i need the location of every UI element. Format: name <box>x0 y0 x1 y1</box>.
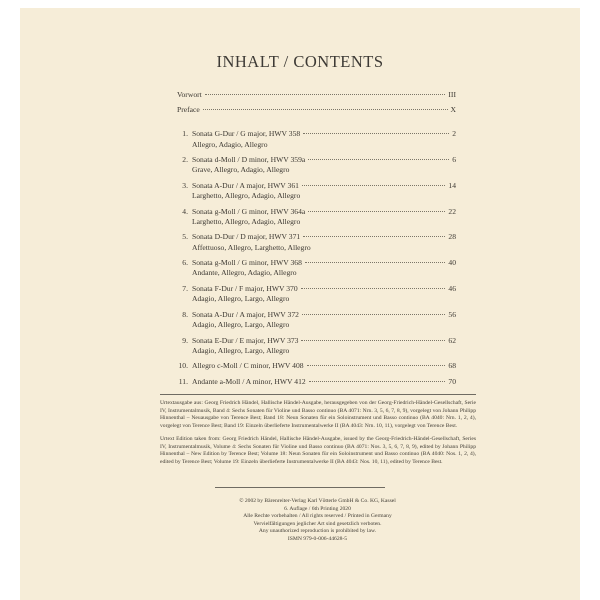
toc-entry-title-line <box>177 361 456 371</box>
page-title: INHALT / CONTENTS <box>216 52 384 71</box>
table-of-contents <box>177 90 456 388</box>
dot-leader <box>302 185 445 186</box>
toc-entry-sonata[interactable] <box>177 129 456 149</box>
toc-entry-title: Sonata A-Dur / A major, HWV 372 <box>192 309 299 319</box>
toc-entry-title-line <box>177 155 456 165</box>
toc-page-number: 6 <box>452 155 456 165</box>
toc-entry-sonata[interactable] <box>177 336 456 356</box>
page-sheet <box>20 8 580 600</box>
toc-page-number: 56 <box>448 309 456 319</box>
toc-entry-number: 2. <box>182 155 188 165</box>
dot-leader <box>303 133 449 134</box>
copyright-line: Vervielfältigungen jeglicher Art sind gesetzlich verboten. <box>253 520 382 527</box>
toc-entry-number: 11. <box>178 377 188 387</box>
toc-entry-title-line <box>177 181 456 191</box>
dot-leader <box>205 94 446 95</box>
toc-entry-movements: Grave, Allegro, Adagio, Allegro <box>192 165 290 175</box>
toc-entry-number: 9. <box>182 335 188 345</box>
toc-entry-sonata[interactable] <box>177 207 456 227</box>
toc-entry-movements: Adagio, Allegro, Largo, Allegro <box>192 294 290 304</box>
toc-page-number: 2 <box>452 129 456 139</box>
toc-entry-title-line <box>177 258 456 268</box>
toc-entry-number: 8. <box>182 309 188 319</box>
toc-page-number: 22 <box>448 206 456 216</box>
toc-entry-movements: Larghetto, Allegro, Adagio, Allegro <box>192 216 301 226</box>
toc-entry-title-line <box>177 232 456 242</box>
copyright-line: 6. Auflage / 6th Printing 2020 <box>284 505 351 512</box>
toc-entry-title: Sonata E-Dur / E major, HWV 373 <box>192 335 299 345</box>
toc-entry-number: 7. <box>182 283 188 293</box>
toc-entry-title: Sonata d-Moll / D minor, HWV 359a <box>192 155 306 165</box>
toc-entry-movements: Larghetto, Allegro, Adagio, Allegro <box>192 191 301 201</box>
toc-entry-title-line <box>177 129 456 139</box>
dot-leader <box>302 314 445 315</box>
sonata-list <box>177 129 456 387</box>
toc-page-number: 62 <box>448 335 456 345</box>
toc-entry-title: Sonata F-Dur / F major, HWV 370 <box>192 283 298 293</box>
dot-leader <box>309 381 446 382</box>
urtext-note-english: Urtext Edition taken from: Georg Friedrich Händel, Hallische Händel-Ausgabe, issued by the Georg-Friedrich-Händel-Gesellschaft, Series IV, Instrumentalmusik, Volume 4: Sechs Sonaten für Violine und Basso continuo (BA 4071: Nos. 3, 5, 6, 7, 8, 9), edited by Johann Philipp Hinnenthal – New Edition by Terence Best; Volume 18: Neun Sonaten für ein Soloinstrument und Basso continuo (BA 4040: Nos. 1, 2, 4), edited by Terence Best; Volume 19: Einzeln überlieferte Instrumentalwerke II (BA 4043: Nos. 10, 11), edited by Terence Best. <box>160 436 476 465</box>
dot-leader <box>203 109 448 110</box>
isbn-line: ISMN 979-0-006-44628-5 <box>287 535 348 542</box>
toc-entry-number: 5. <box>182 232 188 242</box>
toc-entry-sonata[interactable] <box>177 155 456 175</box>
toc-page-number: 70 <box>448 377 456 387</box>
toc-entry-title: Sonata g-Moll / G minor, HWV 364a <box>192 206 306 216</box>
toc-entry-sonata[interactable] <box>177 310 456 330</box>
toc-entry-title-line <box>177 377 456 387</box>
copyright-block <box>170 498 465 544</box>
dot-leader <box>303 236 445 237</box>
toc-page-number: 28 <box>448 232 456 242</box>
toc-entry-number: 6. <box>182 258 188 268</box>
toc-entry-title-line <box>177 207 456 217</box>
toc-entry-title: Sonata G-Dur / G major, HWV 358 <box>192 129 301 139</box>
toc-entry-title: Sonata D-Dur / D major, HWV 371 <box>192 232 301 242</box>
toc-page-number: 46 <box>448 283 456 293</box>
toc-entry-sonata[interactable] <box>177 377 456 387</box>
dot-leader <box>308 159 449 160</box>
toc-entry-title-line <box>177 284 456 294</box>
dot-leader <box>307 365 446 366</box>
toc-page-number: 68 <box>448 361 456 371</box>
toc-entry-title-line <box>177 310 456 320</box>
toc-entry-number: 1. <box>182 129 188 139</box>
dot-leader <box>301 340 445 341</box>
toc-entry-vorwort[interactable] <box>177 90 456 100</box>
dot-leader <box>301 288 446 289</box>
toc-page-number: 40 <box>448 258 456 268</box>
toc-page-number: III <box>448 90 456 99</box>
copyright-line: Alle Rechte vorbehalten / All rights reserved / Printed in Germany <box>243 513 392 520</box>
toc-entry-sonata[interactable] <box>177 181 456 201</box>
toc-entry-number: 10. <box>178 361 188 371</box>
dot-leader <box>305 262 446 263</box>
toc-entry-sonata[interactable] <box>177 258 456 278</box>
toc-entry-title: Allegro c-Moll / C minor, HWV 408 <box>192 361 304 371</box>
toc-entry-sonata[interactable] <box>177 361 456 371</box>
copyright-line: © 2002 by Bärenreiter-Verlag Karl Vötterle GmbH & Co. KG, Kassel <box>239 498 396 504</box>
divider-bottom <box>215 487 385 488</box>
toc-entry-sonata[interactable] <box>177 284 456 304</box>
toc-page-number: X <box>450 105 456 115</box>
toc-entry-number: 4. <box>182 206 188 216</box>
urtext-note-german: Urtextausgabe aus: Georg Friedrich Händel, Hallische Händel-Ausgabe, herausgegeben von der Georg-Friedrich-Händel-Gesellschaft, Serie IV, Instrumentalmusik, Band 4: Sechs Sonaten für Violine und Basso continuo (BA 4071: Nrn. 3, 5, 6, 7, 8, 9), vorgelegt von Johann Philipp Hinnenthal – Neuausgabe von Terence Best; Band 18: Neun Sonaten für ein Soloinstrument und Basso continuo (BA 4040: Nrn. 1, 2, 4), vorgelegt von Terence Best; Band 19: Einzeln überlieferte Instrumentalwerke II (BA 4043: Nrn. 10, 11), vorgelegt von Terence Best. <box>160 400 476 429</box>
toc-entry-title: Andante a-Moll / A minor, HWV 412 <box>192 377 306 387</box>
toc-label: Vorwort <box>177 90 202 99</box>
toc-entry-movements: Adagio, Allegro, Largo, Allegro <box>192 319 290 329</box>
divider-top <box>160 394 476 395</box>
toc-entry-movements: Andante, Allegro, Adagio, Allegro <box>192 268 297 278</box>
toc-entry-sonata[interactable] <box>177 232 456 252</box>
toc-entry-movements: Affettuoso, Allegro, Larghetto, Allegro <box>192 242 311 252</box>
toc-entry-movements: Allegro, Adagio, Allegro <box>192 139 268 149</box>
toc-entry-title-line <box>177 336 456 346</box>
copyright-line: Any unauthorized reproduction is prohibited by law. <box>258 528 377 535</box>
toc-entry-title: Sonata g-Moll / G minor, HWV 368 <box>192 258 302 268</box>
dot-leader <box>308 211 445 212</box>
toc-page-number: 14 <box>448 180 456 190</box>
toc-entry-title: Sonata A-Dur / A major, HWV 361 <box>192 180 299 190</box>
toc-entry-number: 3. <box>182 180 188 190</box>
toc-label: Preface <box>177 105 200 115</box>
toc-entry-movements: Adagio, Allegro, Largo, Allegro <box>192 345 290 355</box>
toc-entry-preface[interactable] <box>177 105 456 115</box>
